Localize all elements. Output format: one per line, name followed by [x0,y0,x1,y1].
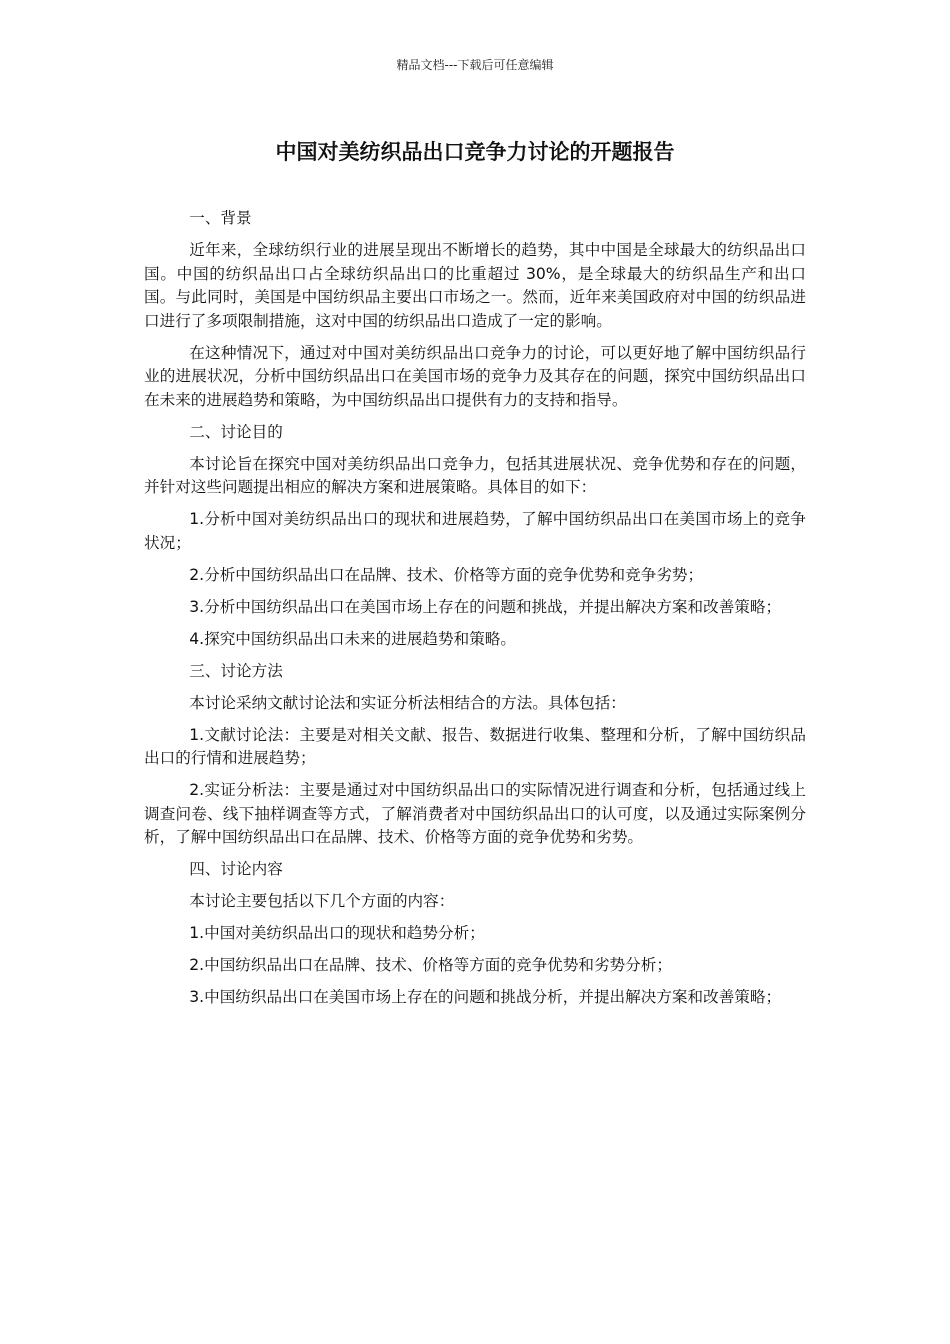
page-header: 精品文档---下载后可任意编辑 [396,58,554,72]
paragraph: 本讨论旨在探究中国对美纺织品出口竞争力，包括其进展状况、竞争优势和存在的问题，并针对这些问题提出相应的解决方案和进展策略。具体目的如下： [144,454,806,496]
list-item: 3.分析中国纺织品出口在美国市场上存在的问题和挑战，并提出解决方案和改善策略； [189,597,782,616]
document-body [144,207,806,1018]
list-item: 1.分析中国对美纺织品出口的现状和进展趋势，了解中国纺织品出口在美国市场上的竞争状况； [144,510,806,552]
list-item: 3.中国纺织品出口在美国市场上存在的问题和挑战分析，并提出解决方案和改善策略； [189,988,782,1006]
paragraph: 近年来，全球纺织行业的进展呈现出不断增长的趋势，其中中国是全球最大的纺织品出口国。中国的纺织品出口占全球纺织品出口的比重超过 30%，是全球最大的纺织品生产和出口国。与此同时，美国是中国纺织品主要出口市场之一。然而，近年来美国政府对中国的纺织品进口进行了多项限制措施，这对中国的纺织品出口造成了一定的影响。 [144,241,806,330]
section-heading-purpose: 二、讨论目的 [189,422,283,441]
section-heading-content: 四、讨论内容 [189,860,283,878]
list-item: 4.探究中国纺织品出口未来的进展趋势和策略。 [189,629,516,648]
list-item: 2.实证分析法：主要是通过对中国纺织品出口的实际情况进行调查和分析，包括通过线上调查问卷、线下抽样调查等方式，了解消费者对中国纺织品出口的认可度，以及通过实际案例分析，了解中国纺织品出口在品牌、技术、价格等方面的竞争优势和劣势。 [144,781,806,846]
section-heading-background: 一、背景 [189,209,252,227]
list-item: 2.分析中国纺织品出口在品牌、技术、价格等方面的竞争优势和竞争劣势； [189,565,704,584]
list-item: 1.文献讨论法：主要是对相关文献、报告、数据进行收集、整理和分析，了解中国纺织品出口的行情和进展趋势； [144,725,806,767]
list-item: 1.中国对美纺织品出口的现状和趋势分析； [189,924,485,942]
paragraph: 本讨论主要包括以下几个方面的内容： [189,892,455,910]
section-heading-method: 三、讨论方法 [189,661,283,680]
list-item: 2.中国纺织品出口在品牌、技术、价格等方面的竞争优势和劣势分析； [189,956,672,974]
paragraph: 在这种情况下，通过对中国对美纺织品出口竞争力的讨论，可以更好地了解中国纺织品行业的进展状况，分析中国纺织品出口在美国市场的竞争力及其存在的问题，探究中国纺织品出口在未来的进展趋势和策略，为中国纺织品出口提供有力的支持和指导。 [144,343,806,409]
document-title: 中国对美纺织品出口竞争力讨论的开题报告 [275,140,675,164]
paragraph: 本讨论采纳文献讨论法和实证分析法相结合的方法。具体包括： [189,693,626,712]
